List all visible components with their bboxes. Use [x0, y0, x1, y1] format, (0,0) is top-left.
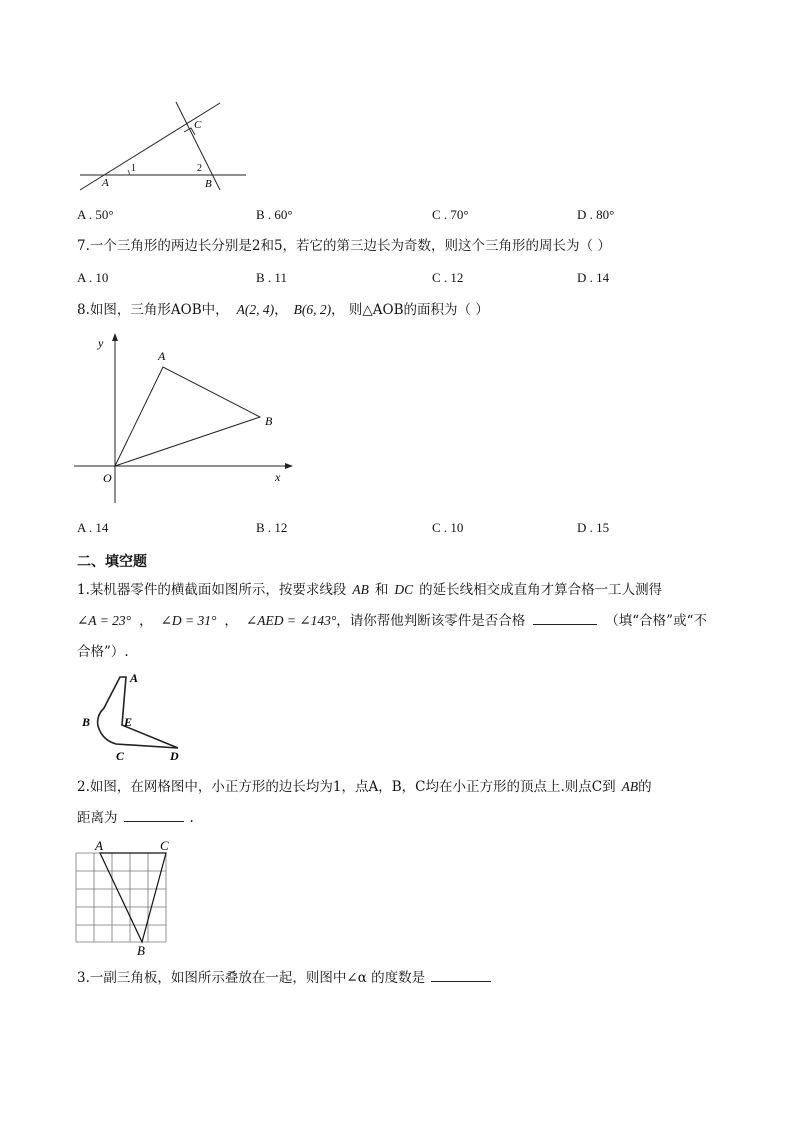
f1-line2: ∠A = 23° ， ∠D = 31° ， ∠AED = ∠143°，请你帮他判断该零件是否合格 （填“合格”或“不	[77, 613, 707, 629]
q8-sep: ，	[274, 302, 288, 318]
f3-line1	[77, 969, 491, 987]
label-x: x	[275, 470, 281, 484]
part-outline	[98, 677, 178, 748]
label-a: A	[102, 177, 109, 189]
q6-option-a: A . 50°	[77, 207, 114, 222]
q8-option-b: B . 12	[256, 520, 288, 535]
f2-line2	[77, 809, 194, 827]
label-b: B	[265, 414, 273, 428]
x-arrow	[285, 463, 293, 469]
label-o: O	[103, 471, 112, 485]
q7-text: 7.一个三角形的两边长分别是2和5，若它的第三边长为奇数，则这个三角形的周长为（ ）	[77, 238, 611, 254]
line-ac	[80, 103, 220, 190]
q7-option-c: C . 12	[432, 270, 464, 285]
f1-text-3: ，请你帮他判断该零件是否合格	[336, 613, 526, 629]
f1-line1	[77, 581, 662, 599]
f2-answer-blank[interactable]	[124, 809, 184, 822]
q8-option-d: D . 15	[577, 520, 610, 535]
q8-text	[77, 301, 489, 319]
f1-ab: AB	[352, 582, 369, 597]
q7-option-a: A . 10	[77, 270, 109, 285]
f1-answer-blank[interactable]	[533, 612, 597, 625]
label-b: B	[205, 178, 212, 190]
label-2: 2	[197, 163, 202, 174]
f1-and: 和	[374, 582, 389, 598]
label-d: D	[170, 749, 179, 763]
f3-text: 3.一副三角板，如图所示叠放在一起，则图中∠α 的度数是	[77, 970, 426, 986]
q8-option-a: A . 14	[77, 520, 109, 535]
f1-angle-aed: ∠AED = ∠143°	[245, 613, 337, 628]
figure-f1	[80, 670, 190, 764]
f2-text-3: 距离为	[77, 810, 118, 826]
f2-text-4: .	[189, 810, 194, 826]
label-c: C	[116, 749, 125, 763]
label-a: A	[130, 671, 139, 685]
f3-answer-blank[interactable]	[431, 969, 491, 982]
y-arrow	[112, 333, 118, 341]
q6-option-d: D . 80°	[577, 207, 615, 222]
f1-angle-d: ∠D = 31°	[160, 613, 217, 628]
triangle-aob	[115, 367, 260, 466]
q8-text-post: ， 则△AOB的面积为（ ）	[331, 302, 489, 318]
angle-1-arc	[128, 170, 129, 175]
label-e: E	[124, 715, 133, 729]
q7-option-d: D . 14	[577, 270, 610, 285]
q8-point-b: B(6, 2)	[293, 302, 332, 317]
label-b: B	[137, 943, 145, 958]
line-bc	[176, 102, 220, 190]
f1-dc: DC	[394, 582, 414, 597]
section-title: 二、填空题	[77, 554, 147, 570]
f1-line3: 合格”）.	[77, 644, 129, 660]
label-b: B	[82, 715, 91, 729]
label-a: A	[158, 349, 166, 363]
q8-text-pre: 8.如图，三角形AOB中，	[77, 302, 229, 318]
f1-text-2: 的延长线相交成直角才算合格一工人测得	[419, 582, 663, 598]
f1-text-4: （填“合格”或“不	[605, 613, 707, 629]
f2-ab: AB	[621, 779, 639, 794]
label-c: C	[194, 119, 202, 131]
label-a: A	[95, 838, 103, 853]
f2-text-2: 的	[638, 779, 652, 795]
f2-text-1: 2.如图，在网格图中，小正方形的边长均为1，点A，B，C均在小正方形的顶点上.则点C到	[77, 779, 616, 795]
label-1: 1	[131, 163, 136, 174]
label-y: y	[98, 336, 104, 350]
figure-f2	[72, 838, 182, 960]
f1-text-1: 1.某机器零件的横截面如图所示，按要求线段	[77, 582, 347, 598]
q6-option-c: C . 70°	[432, 207, 469, 222]
q6-option-b: B . 60°	[256, 207, 293, 222]
q8-option-c: C . 10	[432, 520, 464, 535]
q8-point-a: A(2, 4)	[236, 302, 275, 317]
figure-q6	[78, 98, 250, 194]
q7-option-b: B . 11	[256, 270, 287, 285]
triangle-abc	[100, 853, 166, 942]
f1-angle-a: ∠A = 23°	[77, 613, 132, 628]
label-c: C	[160, 838, 169, 853]
figure-q8	[74, 333, 294, 513]
f2-line1	[77, 778, 652, 796]
